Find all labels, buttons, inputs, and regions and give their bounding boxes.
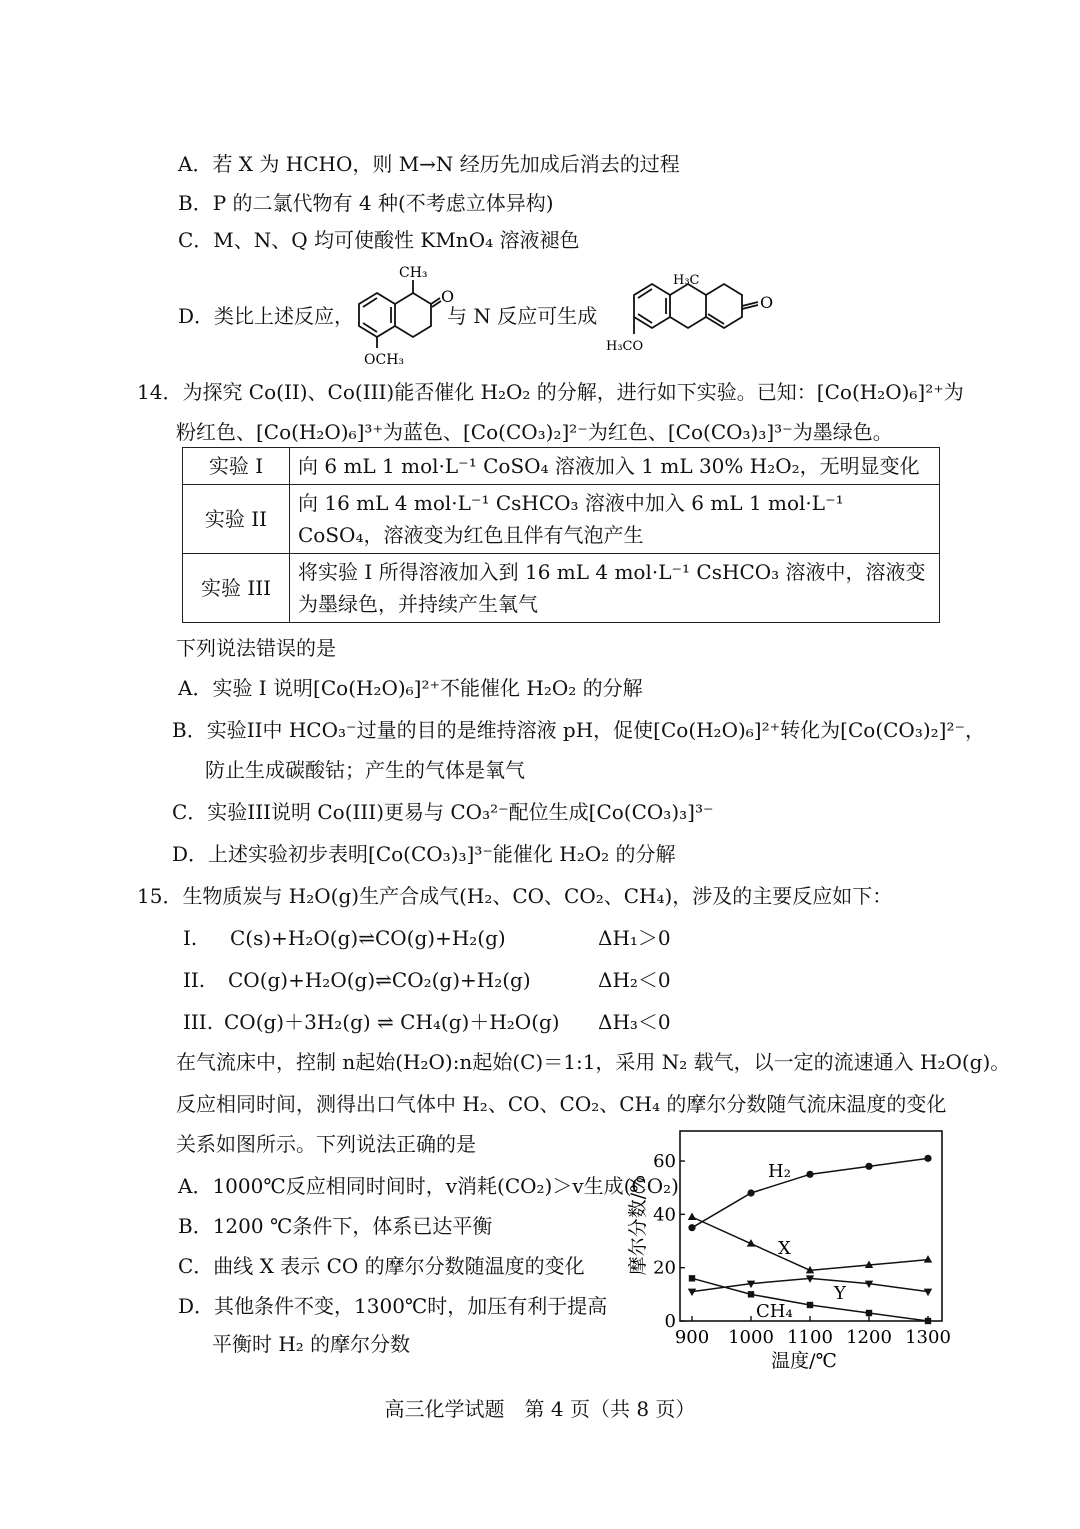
reaction-equation: CO(g)+H₂O(g)⇌CO₂(g)+H₂(g) [228,968,531,992]
y-tick-label: 40 [653,1204,676,1226]
reaction-num: I. [183,926,198,950]
series-line [692,1217,928,1270]
experiment-label: 实验 III [183,554,290,623]
reaction-enthalpy: ΔH₂＜0 [598,968,671,992]
reaction-enthalpy: ΔH₃＜0 [598,1010,671,1034]
q15-option-d-line2: 平衡时 H₂ 的摩尔分数 [212,1332,411,1356]
q14-question: 下列说法错误的是 [176,636,336,660]
x-tick-label: 1100 [787,1327,833,1348]
data-point [688,1289,696,1297]
q15-stem: 15．生物质炭与 H₂O(g)生产合成气(H₂、CO、CO₂、CH₄)，涉及的主要反应如下： [137,884,893,908]
q15-para-line1: 在气流床中，控制 n起始(H₂O):n起始(C)＝1:1，采用 N₂ 载气，以一定的流速通入 H₂O(g)。 [176,1050,1011,1074]
y-tick-label: 20 [653,1257,676,1279]
x-axis-label: 温度/℃ [771,1350,837,1372]
q14-option-c: C．实验III说明 Co(III)更易与 CO₃²⁻配位生成[Co(CO₃)₃]³⁻ [172,800,714,824]
data-point [924,1255,932,1263]
data-point [865,1163,872,1170]
q15-option-b: B．1200 ℃条件下，体系已达平衡 [178,1214,493,1238]
mol1-methyl-label: CH₃ [399,265,428,281]
x-tick-label: 1000 [728,1327,774,1348]
reaction-num: III. [183,1010,214,1034]
data-point [924,1155,931,1162]
table-row [183,448,940,485]
mol2-methyl-label: H₃C [673,273,700,288]
x-tick-label: 1300 [905,1327,951,1348]
x-tick-label: 1200 [846,1327,892,1348]
q14-option-d: D．上述实验初步表明[Co(CO₃)₃]³⁻能催化 H₂O₂ 的分解 [172,842,676,866]
y-tick-label: 0 [664,1311,676,1332]
reaction-equation: CO(g)＋3H₂(g) ⇌ CH₄(g)＋H₂O(g) [224,1010,560,1034]
reaction-num: II. [183,968,206,992]
q15-option-c: C．曲线 X 表示 CO 的摩尔分数随温度的变化 [178,1254,585,1278]
reaction-enthalpy: ΔH₁＞0 [598,926,671,950]
q13-option-d-mid: 与 N 反应可生成 [447,304,598,328]
data-point [688,1224,695,1231]
x-tick-label: 900 [674,1327,710,1348]
mol2-methoxy-label: H₃CO [606,339,644,354]
y-tick-label: 60 [653,1151,676,1172]
table-row [183,554,940,623]
data-point [806,1171,813,1178]
series-label-x: X [778,1238,791,1259]
molecule-product [600,268,790,358]
experiment-text: 向 16 mL 4 mol·L⁻¹ CsHCO₃ 溶液中加入 6 mL 1 mol·L⁻¹ CoSO₄，溶液变为红色且伴有气泡产生 [290,485,940,554]
series-label-ch4: CH₄ [756,1301,793,1322]
mol2-oxygen-label: O [760,293,774,312]
series-line [692,1158,928,1227]
q13-option-a: A．若 X 为 HCHO，则 M→N 经历先加成后消去的过程 [178,152,680,176]
y-axis-label: 摩尔分数/% [627,1174,649,1276]
series-line [692,1278,928,1321]
experiment-label: 实验 I [183,448,290,485]
data-point [689,1275,695,1281]
benzene-ring-2 [634,284,670,328]
molecule-tetralone [340,260,460,372]
data-point [924,1289,932,1297]
mole-fraction-chart [626,1125,956,1380]
q14-option-b-line2: 防止生成碳酸钴；产生的气体是氧气 [205,758,525,782]
q13-option-c: C．M、N、Q 均可使酸性 KMnO₄ 溶液褪色 [178,228,580,252]
q13-option-b: B．P 的二氯代物有 4 种(不考虑立体异构) [178,191,554,215]
data-point [688,1213,696,1221]
q14-stem-line2: 粉红色、[Co(H₂O)₆]³⁺为蓝色、[Co(CO₃)₂]²⁻为红色、[Co(CO₃)₃]³⁻为墨绿色。 [176,420,893,444]
q15-option-a: A．1000℃反应相同时间时，v消耗(CO₂)＞v生成(CO₂) [178,1174,679,1198]
experiment-text: 将实验 I 所得溶液加入到 16 mL 4 mol·L⁻¹ CsHCO₃ 溶液中，溶液变为墨绿色，并持续产生氧气 [290,554,940,623]
reaction-equation: C(s)+H₂O(g)⇌CO(g)+H₂(g) [230,926,506,950]
q15-para-line2: 反应相同时间，测得出口气体中 H₂、CO、CO₂、CH₄ 的摩尔分数随气流床温度的变化 [176,1092,947,1116]
plot-frame [680,1131,942,1321]
data-point [866,1310,872,1316]
q14-option-b-line1: B．实验II中 HCO₃⁻过量的目的是维持溶液 pH，促使[Co(H₂O)₆]²⁺转化为[Co(CO₃)₂]²⁻， [172,718,986,742]
data-point [807,1302,813,1308]
q13-option-d-prefix: D．类比上述反应， [178,304,355,328]
data-point [925,1318,931,1324]
q15-option-d-line1: D．其他条件不变，1300℃时，加压有利于提高 [178,1294,608,1318]
benzene-ring [359,293,395,337]
q14-option-a: A．实验 I 说明[Co(H₂O)₆]²⁺不能催化 H₂O₂ 的分解 [178,676,643,700]
q14-stem-line1: 14．为探究 Co(II)、Co(III)能否催化 H₂O₂ 的分解，进行如下实验。已知：[Co(H₂O)₆]²⁺为 [137,380,964,404]
experiment-table [182,447,940,623]
experiment-label: 实验 II [183,485,290,554]
data-point [747,1189,754,1196]
q15-para-line3: 关系如图所示。下列说法正确的是 [176,1132,476,1156]
data-point [748,1291,754,1297]
series-label-y: Y [834,1283,846,1304]
experiment-text: 向 6 mL 1 mol·L⁻¹ CoSO₄ 溶液加入 1 mL 30% H₂O₂，无明显变化 [290,448,940,485]
table-row [183,485,940,554]
mol1-oxygen-label: O [441,287,455,306]
page-footer: 高三化学试题 第 4 页（共 8 页） [384,1397,696,1421]
mol1-methoxy-label: OCH₃ [364,352,405,368]
series-label-h2: H₂ [768,1161,791,1182]
